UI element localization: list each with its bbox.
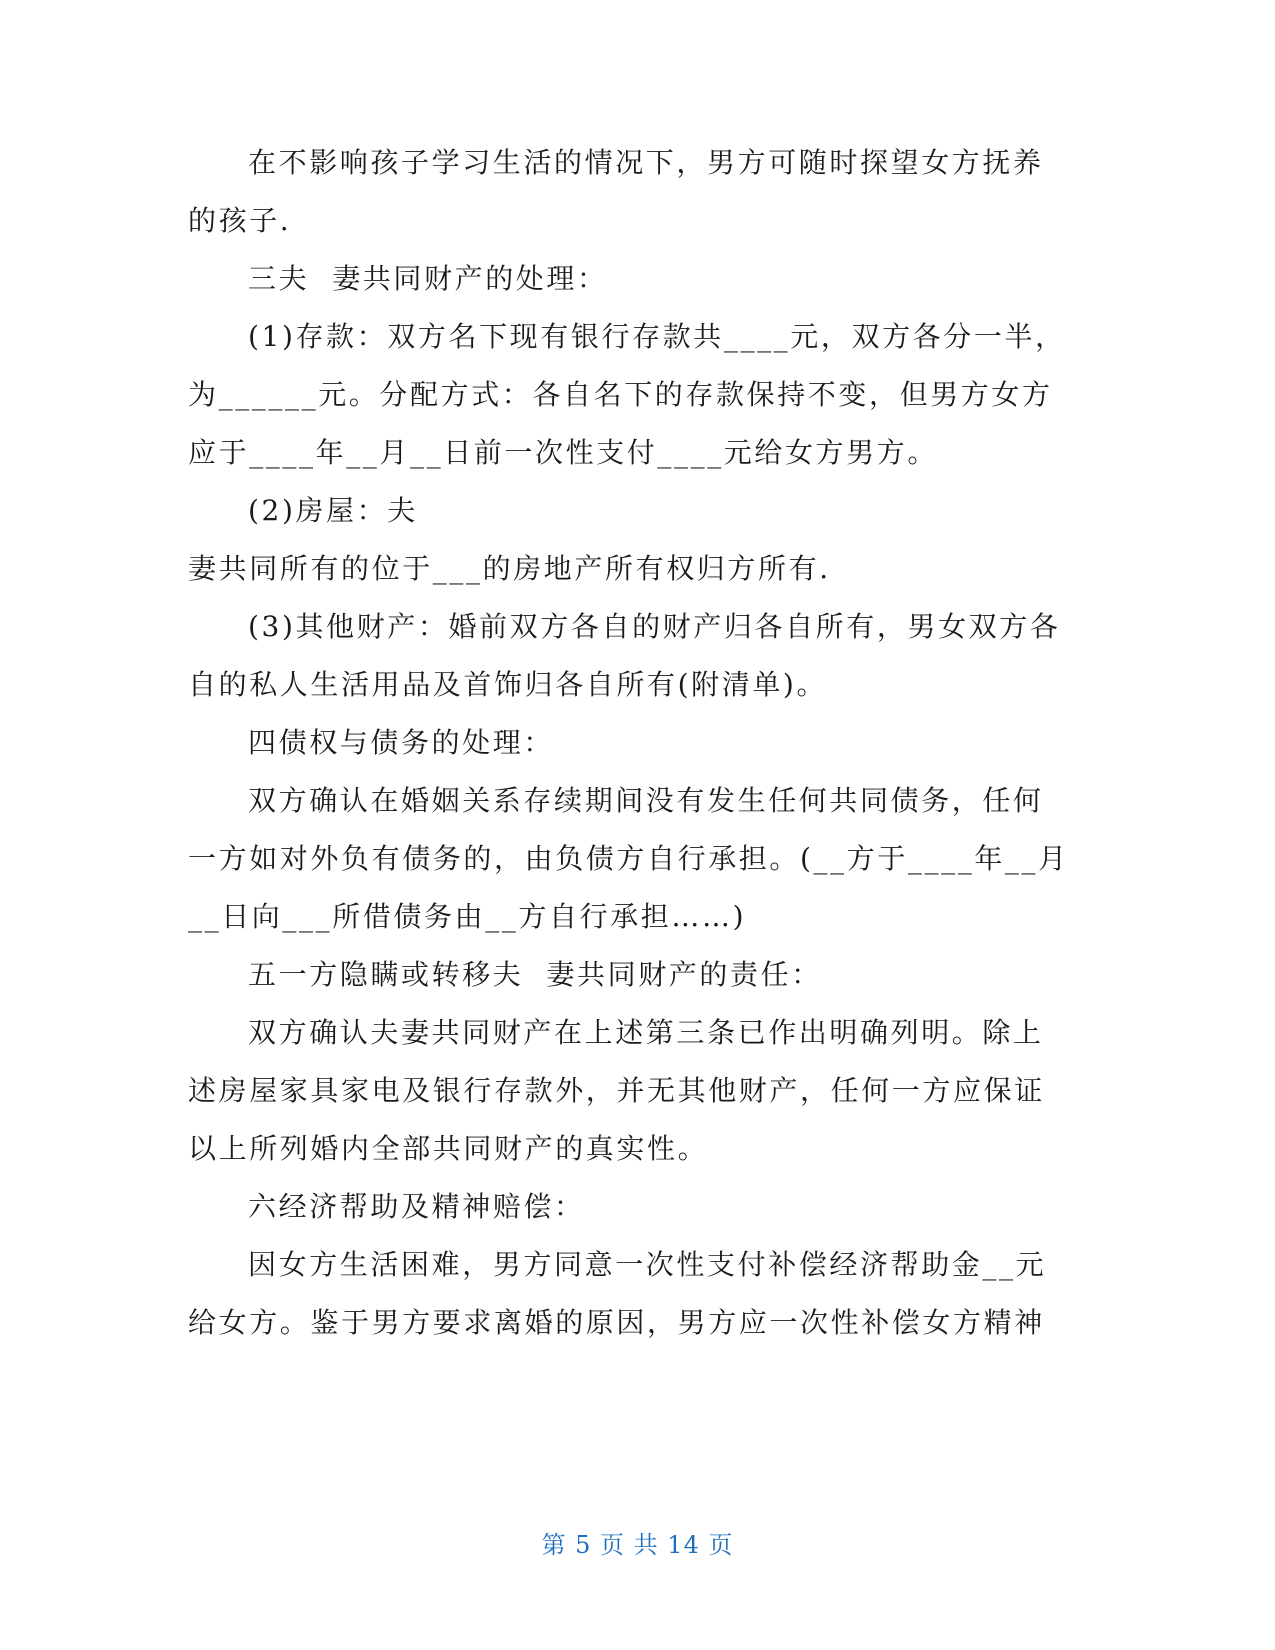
paragraph-line: 一方如对外负有债务的，由负债方自行承担。(__方于____年__月 bbox=[188, 842, 1069, 875]
section-heading: 三夫 妻共同财产的处理： bbox=[248, 262, 608, 295]
paragraph-line: 为______元。分配方式：各自名下的存款保持不变，但男方女方 bbox=[188, 378, 1053, 411]
section-heading: 六经济帮助及精神赔偿： bbox=[248, 1190, 585, 1223]
paragraph-line: 以上所列婚内全部共同财产的真实性。 bbox=[188, 1132, 709, 1165]
paragraph-line: __日向___所借债务由__方自行承担……) bbox=[188, 900, 747, 933]
paragraph-line: 给女方。鉴于男方要求离婚的原因，男方应一次性补偿女方精神 bbox=[188, 1306, 1045, 1339]
paragraph-line: 的孩子. bbox=[188, 204, 292, 237]
paragraph-line: 自的私人生活用品及首饰归各自所有(附清单)。 bbox=[188, 668, 828, 701]
section-heading: 五一方隐瞒或转移夫 妻共同财产的责任： bbox=[248, 958, 822, 991]
paragraph-line: 因女方生活困难，男方同意一次性支付补偿经济帮助金__元 bbox=[248, 1248, 1047, 1281]
paragraph-line: 述房屋家具家电及银行存款外，并无其他财产，任何一方应保证 bbox=[188, 1074, 1045, 1107]
paragraph-line: 应于____年__月__日前一次性支付____元给女方男方。 bbox=[188, 436, 939, 469]
page-number-footer: 第 5 页 共 14 页 bbox=[541, 1531, 734, 1559]
paragraph-line: 双方确认夫妻共同财产在上述第三条已作出明确列明。除上 bbox=[248, 1016, 1044, 1049]
paragraph-line: (3)其他财产：婚前双方各自的财产归各自所有，男女双方各 bbox=[248, 610, 1061, 643]
paragraph-line: 在不影响孩子学习生活的情况下，男方可随时探望女方抚养 bbox=[248, 146, 1044, 179]
section-heading: 四债权与债务的处理： bbox=[248, 726, 555, 759]
paragraph-line: 妻共同所有的位于___的房地产所有权归方所有. bbox=[188, 552, 831, 585]
paragraph-line: (2)房屋：夫 bbox=[248, 494, 418, 527]
paragraph-line: (1)存款：双方名下现有银行存款共____元，双方各分一半， bbox=[248, 320, 1066, 353]
paragraph-line: 双方确认在婚姻关系存续期间没有发生任何共同债务，任何 bbox=[248, 784, 1044, 817]
